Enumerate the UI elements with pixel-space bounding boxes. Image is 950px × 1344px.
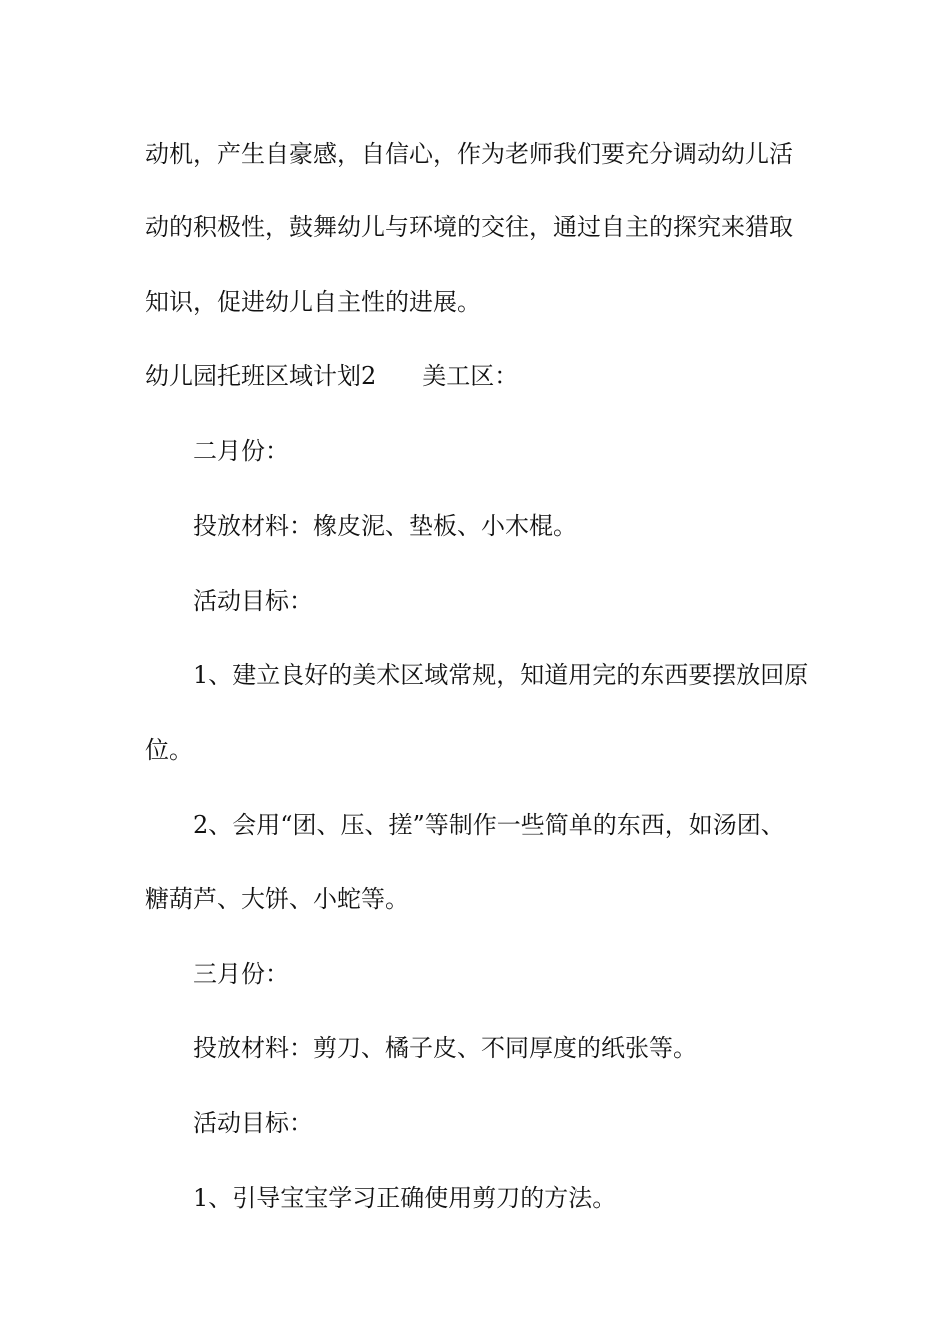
goal-item: 2、会用“团、压、搓”等制作一些简单的东西，如汤团、 <box>193 811 785 839</box>
materials-line: 投放材料：橡皮泥、垫板、小木棍。 <box>193 512 577 540</box>
paragraph-line: 动的积极性，鼓舞幼儿与环境的交往，通过自主的探究来猎取 <box>145 213 793 241</box>
month-heading: 二月份： <box>193 437 289 465</box>
materials-line: 投放材料：剪刀、橘子皮、不同厚度的纸张等。 <box>193 1034 697 1062</box>
goal-item: 1、引导宝宝学习正确使用剪刀的方法。 <box>193 1184 617 1212</box>
section-heading <box>145 361 825 391</box>
section-title: 美工区： <box>422 362 519 390</box>
goal-item: 1、建立良好的美术区域常规，知道用完的东西要摆放回原 <box>193 661 809 689</box>
paragraph-line: 动机，产生自豪感，自信心，作为老师我们要充分调动幼儿活 <box>145 140 793 168</box>
paragraph-line: 知识，促进幼儿自主性的进展。 <box>145 288 481 316</box>
goals-heading: 活动目标： <box>193 587 313 615</box>
document-title: 幼儿园托班区域计划2 <box>145 362 377 390</box>
goal-item-continued: 糖葫芦、大饼、小蛇等。 <box>145 885 409 913</box>
goal-item-continued: 位。 <box>145 736 193 764</box>
month-heading: 三月份： <box>193 960 289 988</box>
goals-heading: 活动目标： <box>193 1109 313 1137</box>
